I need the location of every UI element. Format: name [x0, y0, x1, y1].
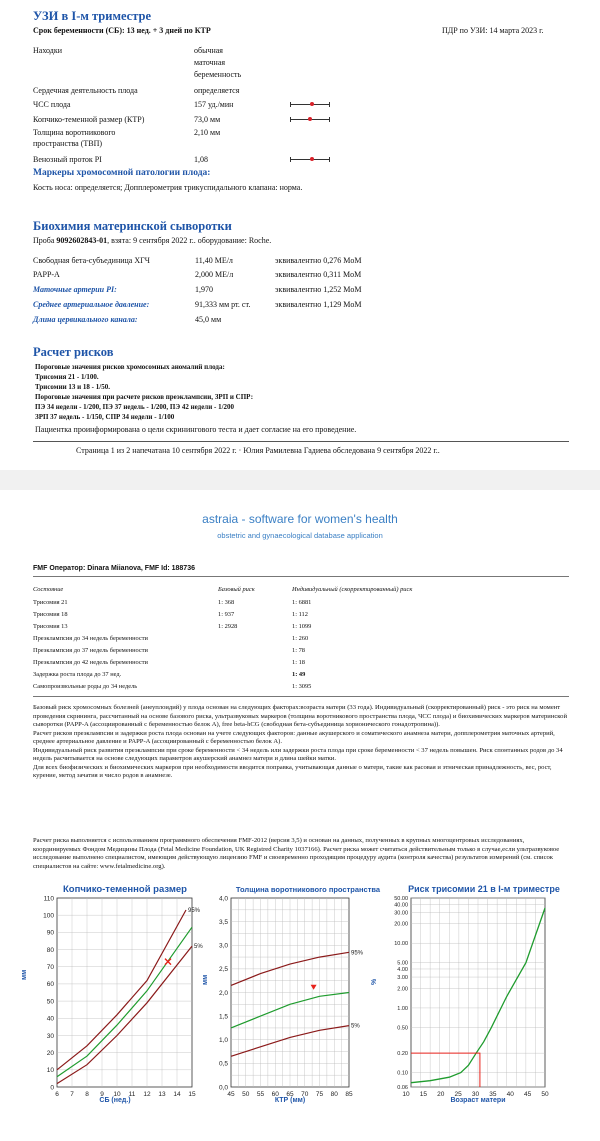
x-tick-label: 55	[256, 1091, 265, 1098]
risk-line-2: Трисомии 13 и 18 - 1/50.	[35, 383, 110, 391]
y-tick-label: 10.00	[394, 941, 408, 948]
y-tick-label: 30.00	[394, 910, 408, 917]
hr-marker-dot	[310, 102, 314, 106]
paragraph-base-risk: Базовый риск хромосомных болезней (анеуплоидий) у плода основан на следующих факторах:возраста матери (33 года). Индивидуальный (скорректированный) риск - это риск на момент проведения скрининга, рассчитанный на основе базового риска, ультразвуковых маркеров (толщина воротникового пространства плода, ЧСС плода) и биохимических маркеров материнской сыворотки (PAPP-A (ассоциированный с беременностью белок A), free beta-hCG (свободная бета-субъединица хорионического гонадотропина)).	[33, 704, 567, 728]
y-tick-label: 50	[46, 998, 54, 1006]
y-tick-label: 30	[46, 1032, 54, 1040]
finding-value-2: 157 уд./мин	[194, 100, 234, 109]
y-tick-label: 3,5	[218, 918, 228, 926]
percentile-5-label: 5%	[351, 1023, 360, 1030]
x-tick-label: 70	[301, 1091, 309, 1098]
nt-chart-title: Толщина воротникового пространства	[235, 885, 381, 894]
biochem-value-4: 45,0 мм	[195, 315, 222, 324]
x-tick-label: 80	[330, 1091, 338, 1098]
brand-subtitle: obstetric and gynaecological database application	[217, 531, 383, 540]
range-tick	[329, 117, 330, 122]
risk-title: Расчет рисков	[33, 345, 114, 359]
page-footer: Страница 1 из 2 напечатана 10 сентября 2022 г. · Юлия Рамилевна Гадиева обследована 9 сентября 2022 г..	[76, 446, 440, 455]
risk-cell-individual: 1: 3095	[292, 683, 312, 690]
x-tick-label: 15	[419, 1091, 427, 1098]
biochem-mom-2: эквивалентно 1,252 MoM	[275, 285, 362, 294]
risk-cell-individual: 1: 6881	[292, 599, 312, 606]
y-tick-label: 0.06	[397, 1085, 408, 1091]
risk-cell-state: Трисомия 21	[33, 599, 68, 606]
report-page-2	[0, 490, 600, 1141]
finding-label-1: Сердечная деятельность плода	[33, 86, 138, 95]
risk-cell-state: Трисомия 13	[33, 623, 68, 630]
y-tick-label: 1,5	[218, 1013, 228, 1021]
finding-value-4: 2,10 мм	[194, 128, 221, 137]
report-page-1	[0, 0, 600, 470]
crl-ylabel: мм	[21, 969, 28, 980]
x-tick-label: 75	[315, 1091, 324, 1098]
x-tick-label: 65	[286, 1091, 294, 1098]
finding-label-2: ЧСС плода	[33, 100, 71, 109]
range-tick	[290, 102, 291, 107]
probe-line: Проба 9092602843-01, взята: 9 сентября 2022 г.. оборудование: Roche.	[33, 236, 272, 245]
finding-label-0: Находки	[33, 46, 63, 55]
risk-cell-state: Задержка роста плода до 37 нед.	[33, 671, 122, 678]
t21-chart	[394, 896, 549, 1098]
risk-line-0: Пороговые значения рисков хромосомных аномалий плода:	[35, 363, 225, 371]
y-tick-label: 3.00	[397, 975, 408, 982]
t21-xlabel: Возраст матери	[450, 1097, 506, 1104]
ultrasound-title: УЗИ в I-м триместре	[33, 9, 151, 23]
col-header-individual: Индивидуальный (скорректированный) риск	[292, 586, 413, 593]
biochem-value-3: 91,333 мм рт. ст.	[195, 300, 251, 309]
nt-chart	[219, 895, 364, 1098]
percentile-5-label: 5%	[194, 944, 203, 951]
y-tick-label: 40.00	[394, 902, 408, 909]
y-tick-label: 0	[50, 1084, 54, 1092]
biochem-title: Биохимия материнской сыворотки	[33, 219, 232, 233]
risk-line-5: ЗРП 37 недель - 1/150, СПР 34 недели - 1/100	[35, 413, 175, 421]
markers-text: Кость носа: определяется; Допплерометрия трикуспидального клапана: норма.	[33, 183, 303, 192]
risk-cell-individual: 1: 78	[292, 647, 305, 654]
x-tick-label: 35	[489, 1091, 497, 1098]
x-tick-label: 13	[158, 1091, 166, 1098]
percentile-95-label: 95%	[351, 950, 364, 957]
x-tick-label: 25	[454, 1091, 462, 1098]
range-tick	[329, 102, 330, 107]
finding-value-0c: беременность	[194, 70, 242, 79]
y-tick-label: 1,0	[218, 1037, 228, 1045]
x-tick-label: 40	[506, 1091, 514, 1098]
y-tick-label: 90	[46, 929, 54, 937]
x-tick-label: 10	[402, 1091, 410, 1098]
risk-line-4: ПЭ 34 недели - 1/200, ПЭ 37 недель - 1/200, ПЭ 42 недели - 1/200	[35, 403, 235, 411]
plot-frame	[57, 898, 192, 1087]
paragraph-software: Расчет риска выполняется с использованием программного обеспечения FMF-2012 (версия 3,5) и основан на данных, полученных в крупных многоцентровых исследованиях, координируемых Фондом Медицины Плода (Fetal Medicine Foundation, UK Registred Charity 1037166). Расчет риска может считаться действительным только в случае,если ультразвуковое исследование выполнено специалистом, имеющим действующую лицензию FMF и своевременно проходящим процедуру аудита (контроля качества) результатов измерений (см. список специалистов на сайте: www.fetalmedicine.org).	[33, 837, 560, 870]
range-tick	[290, 117, 291, 122]
risk-cell-state: Трисомия 18	[33, 611, 68, 618]
x-tick-label: 12	[143, 1091, 151, 1098]
t21-chart-title: Риск трисомии 21 в I-м триместре	[408, 884, 560, 894]
crl-marker-dot	[308, 117, 312, 121]
y-tick-label: 3,0	[218, 942, 228, 950]
risk-cell-base: 1: 937	[218, 611, 235, 618]
finding-label-4b: пространства (ТВП)	[33, 139, 103, 148]
risk-line-3: Пороговые значения при расчете рисков преэклампсии, ЗРП и СПР:	[35, 393, 254, 401]
nt-ylabel: мм	[202, 974, 209, 985]
crl-xlabel: СБ (нед.)	[99, 1097, 131, 1104]
risk-cell-individual: 1: 18	[292, 659, 305, 666]
brand-title: astraia - software for women's health	[202, 512, 398, 526]
paragraph-pe-risk: Расчет рисков преэклампсии и задержки роста плода основан на учете следующих факторов: данные акушерского и соматического анамнеза матери, допплерометрия маточных артерий, среднее артериальное давление и PAPP-A (ассоциированный с беременностью белок A).	[33, 729, 555, 745]
y-tick-label: 0,0	[218, 1084, 228, 1092]
paragraph-correction: Для всех биофизических и биохимических маркеров при необходимости вводится поправка, учитывающая данные о матери, такие как расовая и этническая принадлежность, вес, рост, курение, метод зачатия и число родов в анамнезе.	[33, 763, 552, 779]
biochem-mom-0: эквивалентно 0,276 MoM	[275, 256, 362, 265]
biochem-value-1: 2,000 МЕ/л	[195, 270, 234, 279]
y-tick-label: 80	[46, 946, 54, 954]
dv-marker-dot	[310, 157, 314, 161]
risk-cell-base: 1: 368	[218, 599, 235, 606]
finding-value-3: 73,0 мм	[194, 115, 221, 124]
x-tick-label: 45	[524, 1091, 532, 1098]
y-tick-label: 2.00	[397, 986, 408, 993]
biochem-mom-3: эквивалентно 1,129 MoM	[275, 300, 362, 309]
risk-cell-base: 1: 2928	[218, 623, 238, 630]
y-tick-label: 5.00	[397, 960, 408, 967]
x-tick-label: 50	[541, 1091, 549, 1098]
biochem-value-0: 11,40 МЕ/л	[195, 256, 233, 265]
x-tick-label: 11	[128, 1091, 136, 1098]
risk-cell-individual: 1: 260	[292, 635, 309, 642]
risk-cell-individual: 1: 1099	[292, 623, 312, 630]
markers-title: Маркеры хромосомной патологии плода:	[33, 168, 211, 178]
biochem-label-1: PAPP-A	[33, 270, 60, 279]
finding-value-0a: обычная	[194, 46, 223, 55]
risk-cell-state: Преэклампсия до 42 недель беременности	[33, 659, 148, 666]
range-tick	[290, 157, 291, 162]
y-tick-label: 4,0	[218, 895, 228, 903]
risk-cell-individual: 1: 112	[292, 611, 308, 618]
y-tick-label: 110	[43, 895, 54, 903]
y-tick-label: 0.20	[397, 1051, 408, 1058]
finding-label-5: Венозный проток PI	[33, 155, 102, 164]
due-date: ПДР по УЗИ: 14 марта 2023 г.	[442, 26, 544, 35]
y-tick-label: 50.00	[394, 896, 408, 902]
risk-cell-individual: 1: 49	[292, 671, 306, 678]
x-tick-label: 10	[113, 1091, 121, 1098]
y-tick-label: 0,5	[218, 1060, 228, 1068]
nt-xlabel: КТР (мм)	[274, 1097, 306, 1104]
y-tick-label: 20	[46, 1049, 54, 1057]
percentile-95-label: 95%	[188, 908, 201, 915]
finding-label-3: Копчико-теменной размер (КТР)	[33, 115, 145, 124]
y-tick-label: 20.00	[394, 921, 408, 928]
finding-label-4: Толщина воротникового	[33, 128, 116, 137]
paragraph-individual: Индивидуальный риск развития преэклампсии при сроке беременности < 34 недель или задержки роста плода при сроке беременности < 37 недель повышен. Риск спонтанных родов до 34 недель расчитывается на основе следующих параметров акушерский анамнез матери и длина шейки матки.	[33, 746, 563, 762]
operator-line: FMF Оператор: Dinara Miianova, FMF Id: 188736	[33, 565, 195, 572]
y-tick-label: 0.10	[397, 1070, 408, 1077]
risk-cell-state: Преэклампсия до 37 недель беременности	[33, 647, 148, 654]
page-separator	[0, 470, 600, 490]
biochem-label-0: Свободная бета-субъединица ХГЧ	[33, 256, 150, 265]
x-tick-label: 30	[471, 1091, 480, 1098]
risk-line-1: Трисомия 21 - 1/100.	[35, 373, 99, 381]
x-tick-label: 8	[85, 1091, 89, 1098]
biochem-label-2: Маточные артерии PI:	[33, 285, 117, 294]
x-tick-label: 45	[227, 1091, 235, 1098]
y-tick-label: 2,0	[218, 989, 228, 997]
y-tick-label: 100	[43, 912, 54, 920]
x-tick-label: 85	[345, 1091, 353, 1098]
biochem-label-4: Длина цервикального канала:	[33, 315, 138, 324]
y-tick-label: 70	[46, 964, 54, 972]
y-tick-label: 2,5	[218, 966, 228, 974]
col-header-state: Состояние	[33, 586, 64, 593]
gestation-age: Срок беременности (СБ): 13 нед. + 3 дней по КТР	[33, 26, 211, 35]
x-tick-label: 60	[271, 1091, 279, 1098]
col-header-base: Базовый риск	[218, 586, 255, 593]
y-tick-label: 0.50	[397, 1025, 408, 1032]
x-tick-label: 14	[173, 1091, 181, 1098]
consent-text: Пациентка проинформирована о цели скринингового теста и дает согласие на его проведение.	[35, 425, 357, 434]
finding-value-0b: маточная	[194, 58, 226, 67]
y-tick-label: 10	[46, 1067, 54, 1075]
footer-divider	[33, 441, 569, 442]
crl-chart	[43, 895, 203, 1098]
y-tick-label: 40	[46, 1015, 54, 1023]
x-tick-label: 7	[70, 1091, 74, 1098]
finding-value-1: определяется	[194, 86, 240, 95]
x-tick-label: 9	[100, 1091, 104, 1098]
biochem-value-2: 1,970	[195, 285, 213, 294]
biochem-label-3: Среднее артериальное давление:	[33, 300, 150, 309]
risk-cell-state: Самопроизвольные роды до 34 недель	[33, 683, 138, 690]
t21-ylabel: %	[371, 978, 378, 985]
x-tick-label: 6	[55, 1091, 59, 1098]
x-tick-label: 50	[242, 1091, 250, 1098]
range-tick	[329, 157, 330, 162]
y-tick-label: 4.00	[397, 966, 408, 973]
charts-area	[0, 490, 600, 1141]
risk-cell-state: Преэклампсия до 34 недель беременности	[33, 635, 148, 642]
y-tick-label: 60	[46, 981, 54, 989]
x-tick-label: 15	[188, 1091, 196, 1098]
crl-chart-title: Копчико-теменной размер	[63, 884, 187, 895]
finding-value-5: 1,08	[194, 155, 208, 164]
y-tick-label: 1.00	[397, 1005, 408, 1012]
biochem-mom-1: эквивалентно 0,311 MoM	[275, 270, 362, 279]
x-tick-label: 20	[437, 1091, 445, 1098]
